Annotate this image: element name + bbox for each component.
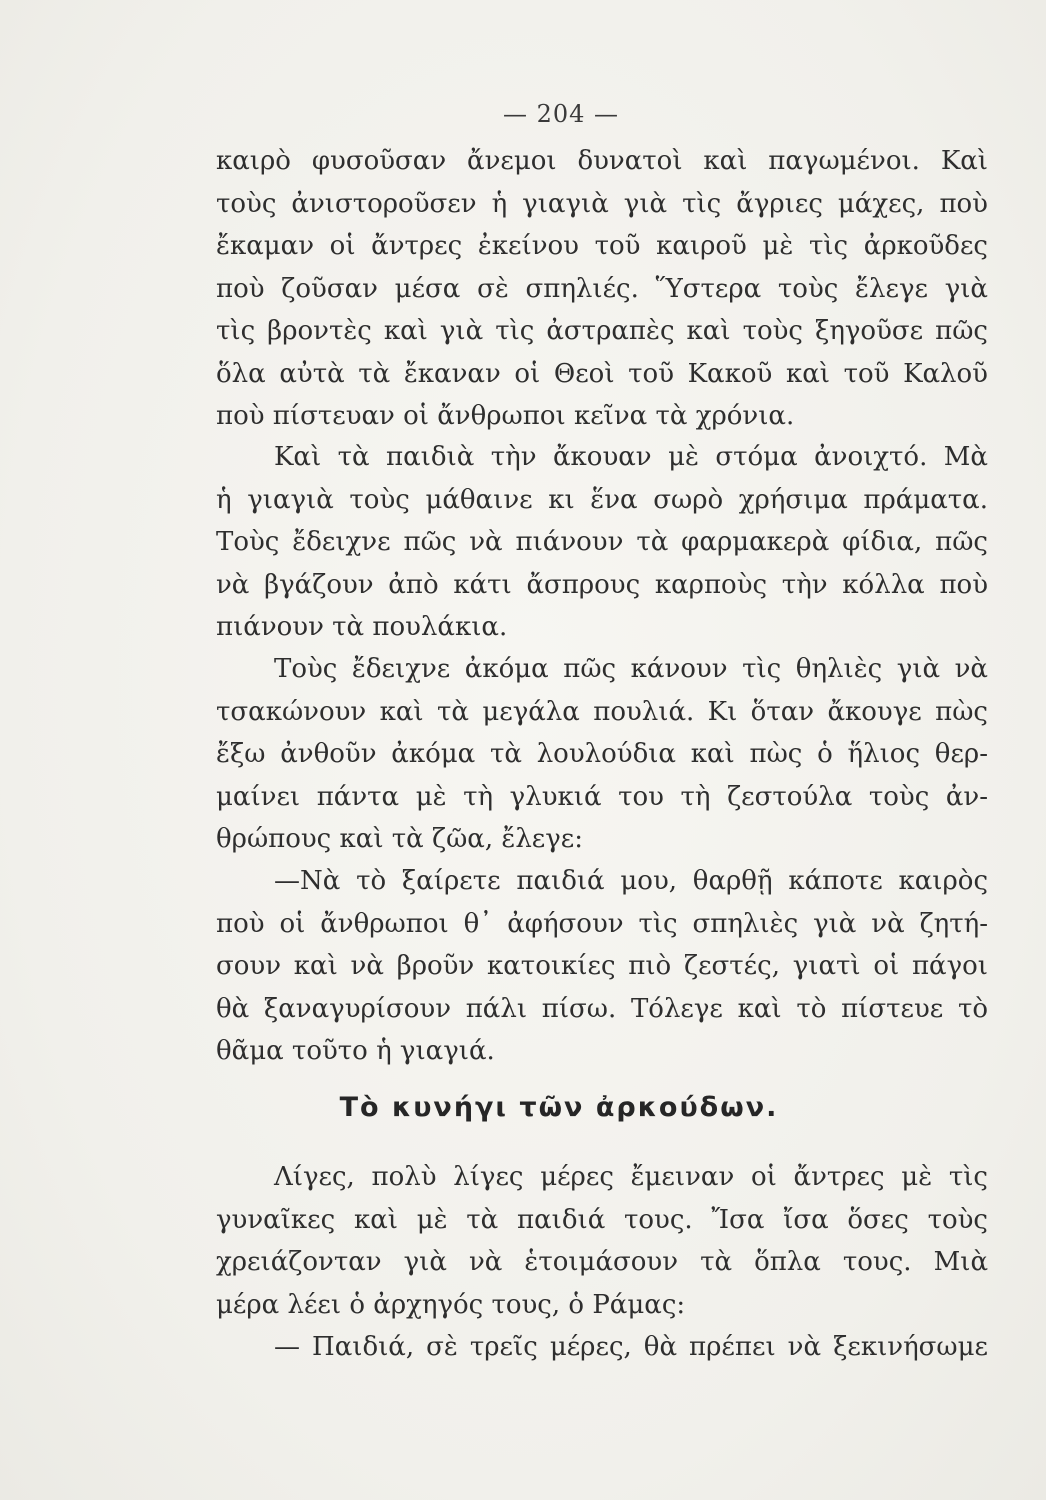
text-line: —Νὰ τὸ ξαίρετε παιδιά μου, θαρθῇ κάποτε καιρὸς — [274, 866, 988, 896]
text-line: Τοὺς ἔδειχνε πῶς νὰ πιάνουν τὰ φαρμακερὰ φίδια, πῶς — [216, 527, 988, 557]
text-line: — Παιδιά, σὲ τρεῖς μέρες, θὰ πρέπει νὰ ξεκινήσωμε — [274, 1332, 988, 1362]
paragraph-6 — [216, 1326, 988, 1369]
section-heading: Τὸ κυνήγι τῶν ἀρκούδων. — [339, 1092, 779, 1123]
text-line: μαίνει πάντα μὲ τὴ γλυκιά του τὴ ζεστούλα τοὺς ἀν- — [216, 781, 988, 812]
text-line: ἔκαμαν οἱ ἄντρες ἐκείνου τοῦ καιροῦ μὲ τὶς ἀρκοῦδες — [216, 231, 988, 261]
text-line: τὶς βροντὲς καὶ γιὰ τὶς ἀστραπὲς καὶ τοὺς ξηγοῦσε πῶς — [216, 316, 988, 346]
text-line: θᾶμα τοῦτο ἡ γιαγιά. — [216, 1036, 495, 1066]
text-line: νὰ βγάζουν ἀπὸ κάτι ἄσπρους καρποὺς τὴν κόλλα ποὺ — [216, 569, 988, 600]
text-line: Καὶ τὰ παιδιὰ τὴν ἄκουαν μὲ στόμα ἀνοιχτό. Μὰ — [274, 442, 988, 472]
text-line: ὅλα αὐτὰ τὰ ἔκαναν οἱ Θεοὶ τοῦ Κακοῦ καὶ τοῦ Καλοῦ — [216, 358, 988, 389]
paragraph-3 — [216, 648, 988, 861]
page-number: — 204 — — [502, 100, 620, 128]
text-line: ποὺ ζοῦσαν μέσα σὲ σπηλιές. Ὕστερα τοὺς ἔλεγε γιὰ — [216, 273, 988, 304]
paragraph-4 — [216, 860, 988, 1073]
text-line: θὰ ξαναγυρίσουν πάλι πίσω. Τόλεγε καὶ τὸ πίστευε τὸ — [216, 993, 988, 1024]
text-line: ποὺ πίστευαν οἱ ἄνθρωποι κεῖνα τὰ χρόνια. — [216, 401, 795, 431]
paragraph-1 — [216, 140, 988, 438]
text-line: ποὺ οἱ ἄνθρωποι θ᾿ ἀφήσουν τὶς σπηλιὲς γιὰ νὰ ζητή- — [216, 908, 988, 939]
text-line: χρειάζονταν γιὰ νὰ ἑτοιμάσουν τὰ ὅπλα τους. Μιὰ — [216, 1247, 988, 1277]
text-line: Λίγες, πολὺ λίγες μέρες ἔμειναν οἱ ἄντρες μὲ τὶς — [274, 1162, 988, 1192]
paragraph-2 — [216, 436, 988, 649]
text-line: ἔξω ἀνθοῦν ἀκόμα τὰ λουλούδια καὶ πὼς ὁ ἥλιος θερ- — [216, 739, 988, 769]
text-line: γυναῖκες καὶ μὲ τὰ παιδιά τους. Ἴσα ἴσα ὅσες τοὺς — [216, 1204, 988, 1235]
text-line: τσακώνουν καὶ τὰ μεγάλα πουλιά. Κι ὅταν ἄκουγε πὼς — [216, 696, 988, 727]
paragraph-5 — [216, 1156, 988, 1326]
text-line: ἡ γιαγιὰ τοὺς μάθαινε κι ἕνα σωρὸ χρήσιμα πράματα. — [216, 484, 988, 515]
text-line: καιρὸ φυσοῦσαν ἄνεμοι δυνατοὶ καὶ παγωμένοι. Καὶ — [216, 146, 988, 176]
text-line: σουν καὶ νὰ βροῦν κατοικίες πιὸ ζεστές, γιατὶ οἱ πάγοι — [216, 951, 988, 981]
text-line: πιάνουν τὰ πουλάκια. — [216, 612, 508, 642]
text-line: Τοὺς ἔδειχνε ἀκόμα πῶς κάνουν τὶς θηλιὲς γιὰ νὰ — [274, 654, 988, 684]
text-line: τοὺς ἀνιστοροῦσεν ἡ γιαγιὰ γιὰ τὶς ἄγριες μάχες, ποὺ — [216, 188, 988, 219]
text-line: μέρα λέει ὁ ἀρχηγός τους, ὁ Ράμας: — [216, 1289, 686, 1320]
text-line: θρώπους καὶ τὰ ζῶα, ἔλεγε: — [216, 824, 584, 854]
